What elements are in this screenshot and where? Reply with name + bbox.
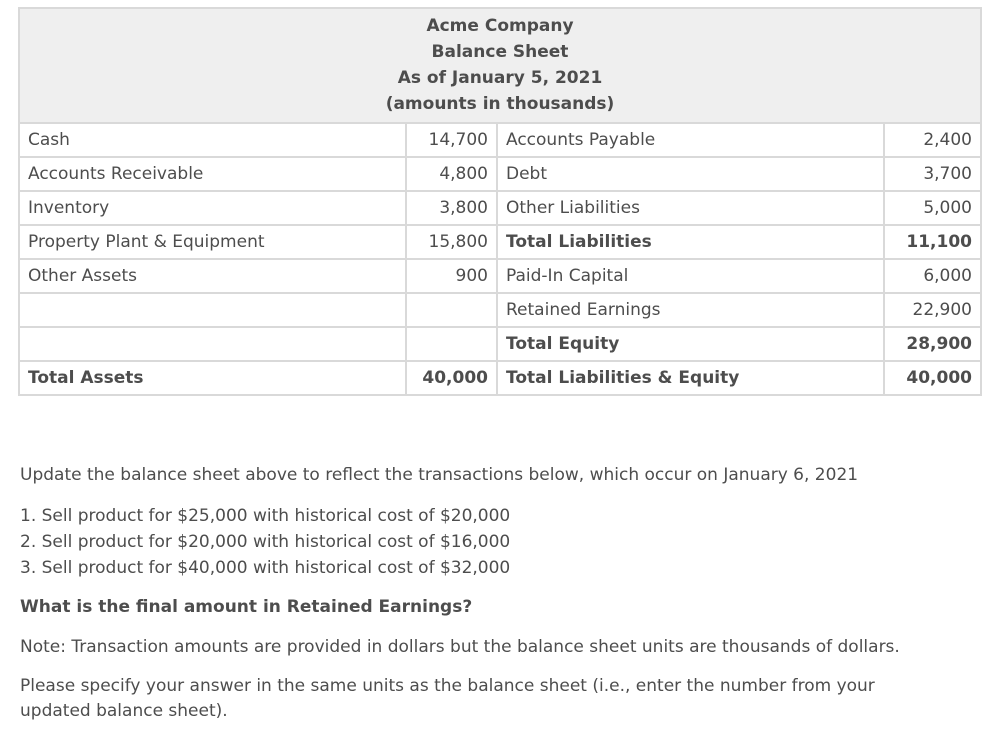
- asset-label: [19, 293, 406, 327]
- transaction-item: 3. Sell product for $40,000 with historical cost of $32,000: [20, 558, 511, 578]
- table-row: [19, 157, 981, 191]
- transaction-item: 2. Sell product for $20,000 with historical cost of $16,000: [20, 532, 511, 552]
- total-assets-label: Total Assets: [19, 361, 406, 395]
- table-row: [19, 259, 981, 293]
- asset-label: [19, 327, 406, 361]
- total-equity-value: 28,900: [884, 327, 981, 361]
- liability-label: Other Liabilities: [497, 191, 884, 225]
- retained-earnings-value: 22,900: [884, 293, 981, 327]
- total-assets-value: 40,000: [406, 361, 497, 395]
- question-block: [20, 460, 940, 724]
- total-liabilities-value: 11,100: [884, 225, 981, 259]
- total-liabilities-label: Total Liabilities: [497, 225, 884, 259]
- asset-label: Cash: [19, 123, 406, 157]
- liability-value: 2,400: [884, 123, 981, 157]
- asset-value: 4,800: [406, 157, 497, 191]
- asset-value: 900: [406, 259, 497, 293]
- asset-label: Other Assets: [19, 259, 406, 293]
- total-equity-label: Total Equity: [497, 327, 884, 361]
- equity-label: Paid-In Capital: [497, 259, 884, 293]
- table-row: [19, 225, 981, 259]
- asset-value: 14,700: [406, 123, 497, 157]
- statement-date: As of January 5, 2021: [397, 68, 603, 88]
- asset-label: Inventory: [19, 191, 406, 225]
- table-row: [19, 191, 981, 225]
- liability-value: 3,700: [884, 157, 981, 191]
- balance-sheet-header: [19, 8, 981, 123]
- question-prompt: What is the final amount in Retained Earnings?: [20, 597, 473, 617]
- asset-value: 3,800: [406, 191, 497, 225]
- total-liabilities-equity-label: Total Liabilities & Equity: [497, 361, 884, 395]
- company-name: Acme Company: [426, 16, 574, 36]
- table-row: [19, 123, 981, 157]
- asset-value: [406, 327, 497, 361]
- table-row: [19, 293, 981, 327]
- equity-value: 6,000: [884, 259, 981, 293]
- balance-sheet-table: [18, 7, 982, 396]
- statement-units: (amounts in thousands): [385, 94, 615, 114]
- balance-sheet-header-row: [19, 8, 981, 123]
- statement-title: Balance Sheet: [431, 42, 569, 62]
- answer-instructions: Please specify your answer in the same units as the balance sheet (i.e., enter the number from your updated balance sheet).: [20, 676, 875, 721]
- asset-label: Accounts Receivable: [19, 157, 406, 191]
- asset-value: [406, 293, 497, 327]
- transaction-item: 1. Sell product for $25,000 with historical cost of $20,000: [20, 506, 511, 526]
- table-row: [19, 361, 981, 395]
- liability-label: Debt: [497, 157, 884, 191]
- equity-label: Retained Earnings: [497, 293, 884, 327]
- liability-label: Accounts Payable: [497, 123, 884, 157]
- liability-value: 5,000: [884, 191, 981, 225]
- asset-value: 15,800: [406, 225, 497, 259]
- asset-label: Property Plant & Equipment: [19, 225, 406, 259]
- total-liabilities-equity-value: 40,000: [884, 361, 981, 395]
- question-intro: Update the balance sheet above to reflect the transactions below, which occur on January 6, 2021: [20, 465, 859, 485]
- units-note: Note: Transaction amounts are provided in dollars but the balance sheet units are thousands of dollars.: [20, 637, 900, 657]
- transaction-list: [20, 503, 940, 581]
- table-row: [19, 327, 981, 361]
